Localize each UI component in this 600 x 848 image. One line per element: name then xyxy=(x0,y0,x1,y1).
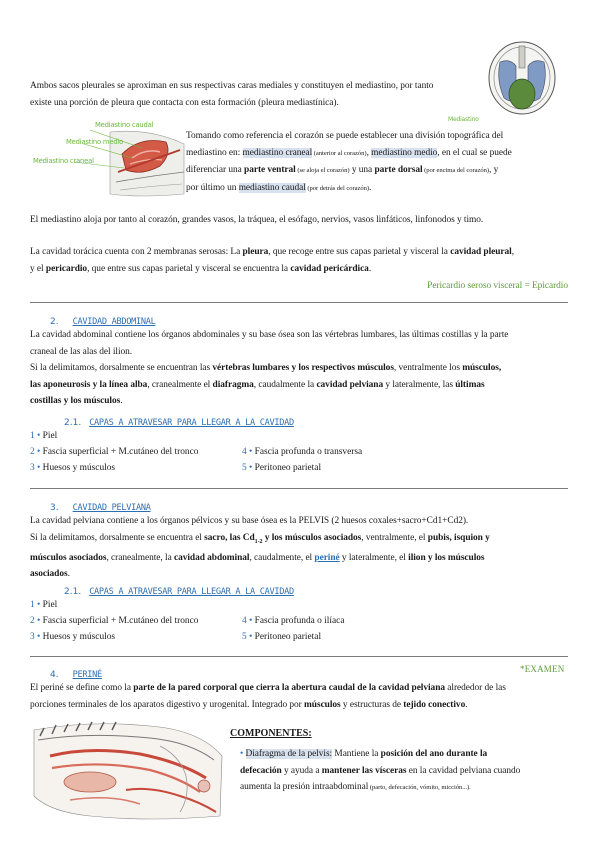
para2-line4: por último un mediastino caudal (por detrás del corazón). xyxy=(186,182,372,193)
para1-line2: existe una porción de pleura que contacta con esta formación (pleura mediastínica). xyxy=(30,97,339,108)
term-mediastino-medio: mediastino medio xyxy=(371,147,438,158)
term-mediastino-craneal: mediastino craneal xyxy=(242,147,313,158)
section-4-body: El periné se define como la parte de la pared corporal que cierra la abertura caudal de la cavidad pelviana alrededor de las porciones terminales de los aparatos digestivo y urogenital. Integrado por músculos y estructuras de tejido conectivo. xyxy=(30,683,506,710)
section-4-title: PERINÉ xyxy=(72,670,102,680)
para-membranas-serosas: La cavidad torácica cuenta con 2 membranas serosas: La pleura, que recoge entre sus capas parietal y visceral la cavidad pleural, y el pericardio, que entre sus capas parietal y visceral se encuentra la cavidad pericárdica. xyxy=(30,247,515,274)
figure-label-mediastino: Mediastino xyxy=(448,116,479,123)
componentes-item-diafragma-pelvis: • Diafragma de la pelvis: Mantiene la posición del ano durante la defecación y ayuda a mantener las vísceras en la cavidad pelviana cuando aumenta la presión intraabdominal (parto, defecación, vómito, micción...). xyxy=(240,749,521,792)
sec3-layer-1: 1 • Piel xyxy=(30,600,58,610)
sec2-layer-3: 3 • Huesos y músculos xyxy=(30,463,116,473)
figure-label-mediastino-craneal: Mediastino craneal xyxy=(33,157,94,165)
exam-tag: *EXAMEN xyxy=(520,664,565,674)
term-parte-ventral: parte ventral xyxy=(244,165,296,175)
para-pleura-mediastinica xyxy=(30,78,500,111)
section-4-heading: 4. PERINÉ xyxy=(50,670,102,680)
perineum-figure xyxy=(30,716,226,824)
perine-link[interactable]: periné xyxy=(314,552,340,563)
sec2-layer-5: 5 • Peritoneo parietal xyxy=(242,463,322,473)
figure-label-mediastino-medio: Mediastino medio xyxy=(66,138,124,146)
section-3-sub-heading: 2.1. CAPAS A ATRAVESAR PARA LLEGAR A LA CAVIDAD xyxy=(64,587,294,597)
para-mediastino-contenido: El mediastino aloja por tanto al corazón, grandes vasos, la tráquea, el esófago, nervios, vasos linfáticos, linfonodos y timo. xyxy=(30,215,484,225)
term-parte-dorsal: parte dorsal xyxy=(374,165,423,175)
sec3-layer-2: 2 • Fascia superficial + M.cutáneo del tronco xyxy=(30,616,199,626)
section-2-sub-heading: 2.1. CAPAS A ATRAVESAR PARA LLEGAR A LA CAVIDAD xyxy=(64,418,294,428)
sec3-layer-3: 3 • Huesos y músculos xyxy=(30,632,116,642)
section-3-body: La cavidad pelviana contiene a los órganos pélvicos y su base ósea es la PELVIS (2 huesos coxales+sacro+Cd1+Cd2). Si la delimitamos, dorsalmente se encuentra el sacro, las $Cd_{1-2}$ y los músculos asociados, ventralmente, el pubis, isquion y músculos asociados, cranealmente, la cavidad abdominal, caudalmente, el periné y lateralmente, el ilion y los músculos asociados. xyxy=(30,516,490,580)
note-epicardio: Pericardio seroso visceral = Epicardio xyxy=(427,281,568,291)
figure-label-mediastino-caudal: Mediastino caudal xyxy=(95,121,154,129)
term-diafragma-pelvis: Diafragma de la pelvis: xyxy=(245,749,333,759)
section-3-title: CAVIDAD PELVIANA xyxy=(72,503,151,513)
para-mediastino-division xyxy=(186,128,566,197)
divider-2 xyxy=(30,488,568,489)
componentes-title: COMPONENTES: xyxy=(230,728,312,739)
para2-line3: diferenciar una parte ventral (se aloja el corazón) y una parte dorsal (por encima del corazón), y xyxy=(186,165,499,175)
sec3-layer-5: 5 • Peritoneo parietal xyxy=(242,632,322,642)
para1-line1: Ambos sacos pleurales se aproximan en sus respectivas caras mediales y constituyen el mediastino, por tanto xyxy=(30,81,434,91)
section-3-heading: 3. CAVIDAD PELVIANA xyxy=(50,503,151,513)
para2-line1: Tomando como referencia el corazón se puede establecer una división topográfica del xyxy=(186,131,504,141)
section-2-title: CAVIDAD ABDOMINAL xyxy=(72,317,156,327)
para2-line2: mediastino en: mediastino craneal (anterior al corazón), mediastino medio, en el cual se puede xyxy=(186,147,512,158)
sec2-layer-2: 2 • Fascia superficial + M.cutáneo del tronco xyxy=(30,447,199,457)
sec2-layer-1: 1 • Piel xyxy=(30,431,58,441)
section-2-heading: 2. CAVIDAD ABDOMINAL xyxy=(50,317,156,327)
divider-3 xyxy=(30,656,568,657)
sec3-layer-4: 4 • Fascia profunda o ilíaca xyxy=(242,616,345,626)
term-mediastino-caudal: mediastino caudal xyxy=(238,182,306,193)
section-2-body: La cavidad abdominal contiene los órganos abdominales y su base ósea son las vértebras lumbares, las últimas costillas y la parte craneal de las alas del ilion. Si la delimitamos, dorsalmente se encuentran las vértebras lumbares y los respectivos músculos, ventralmente los músculos, las aponeurosis y la línea alba, cranealmente el diafragma, caudalmente la cavidad pelviana y lateralmente, las últimas costillas y los músculos. xyxy=(30,330,509,406)
divider-1 xyxy=(30,302,568,303)
sec2-layer-4: 4 • Fascia profunda o transversa xyxy=(242,447,363,457)
